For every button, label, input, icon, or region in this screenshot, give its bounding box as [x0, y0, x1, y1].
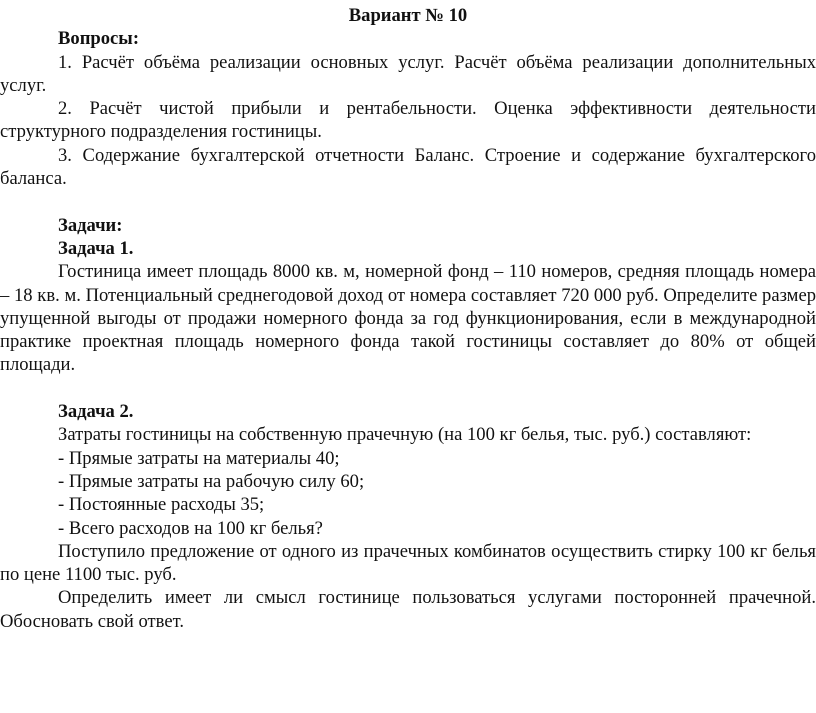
task-1-text: Гостиница имеет площадь 8000 кв. м, номерной фонд – 110 номеров, средняя площадь номера – 18 кв. м. Потенциальный среднегодовой доход от номера составляет 720 000 руб. Определите размер упущенной выгоды от продажи номерного фонда за год функционирования, если в международной практике проектная площадь номерного фонда такой гостиницы составляет до 80% от общей площади.: [0, 261, 816, 376]
question-2: 2. Расчёт чистой прибыли и рентабельности. Оценка эффективности деятельности структурного подразделения гостиницы.: [0, 98, 816, 143]
tasks-heading: Задачи:: [58, 214, 123, 236]
task-2-heading: Задача 2.: [58, 401, 134, 423]
task-2-cost-list: [0, 447, 816, 540]
questions-heading: Вопросы:: [58, 28, 140, 50]
task-1-heading: Задача 1.: [58, 237, 134, 259]
list-item: - Постоянные расходы 35;: [58, 494, 265, 516]
task-2-question: Определить имеет ли смысл гостинице пользоваться услугами посторонней прачечной. Обосновать свой ответ.: [0, 587, 816, 632]
question-3: 3. Содержание бухгалтерской отчетности Баланс. Строение и содержание бухгалтерского баланса.: [0, 144, 816, 190]
document-page: [0, 4, 816, 633]
variant-title: Вариант № 10: [348, 5, 468, 26]
task-2-intro: Затраты гостиницы на собственную прачечную (на 100 кг белья, тыс. руб.) составляют:: [58, 424, 752, 446]
question-1: 1. Расчёт объёма реализации основных услуг. Расчёт объёма реализации дополнительных услуг.: [0, 51, 816, 96]
spacer: [0, 190, 816, 213]
task-2-offer: Поступило предложение от одного из прачечных комбинатов осуществить стирку 100 кг белья по цене 1100 тыс. руб.: [0, 540, 816, 586]
spacer: [0, 377, 816, 400]
list-item: - Прямые затраты на материалы 40;: [58, 447, 340, 469]
list-item: - Прямые затраты на рабочую силу 60;: [58, 470, 365, 492]
list-item: - Всего расходов на 100 кг белья?: [58, 517, 323, 539]
